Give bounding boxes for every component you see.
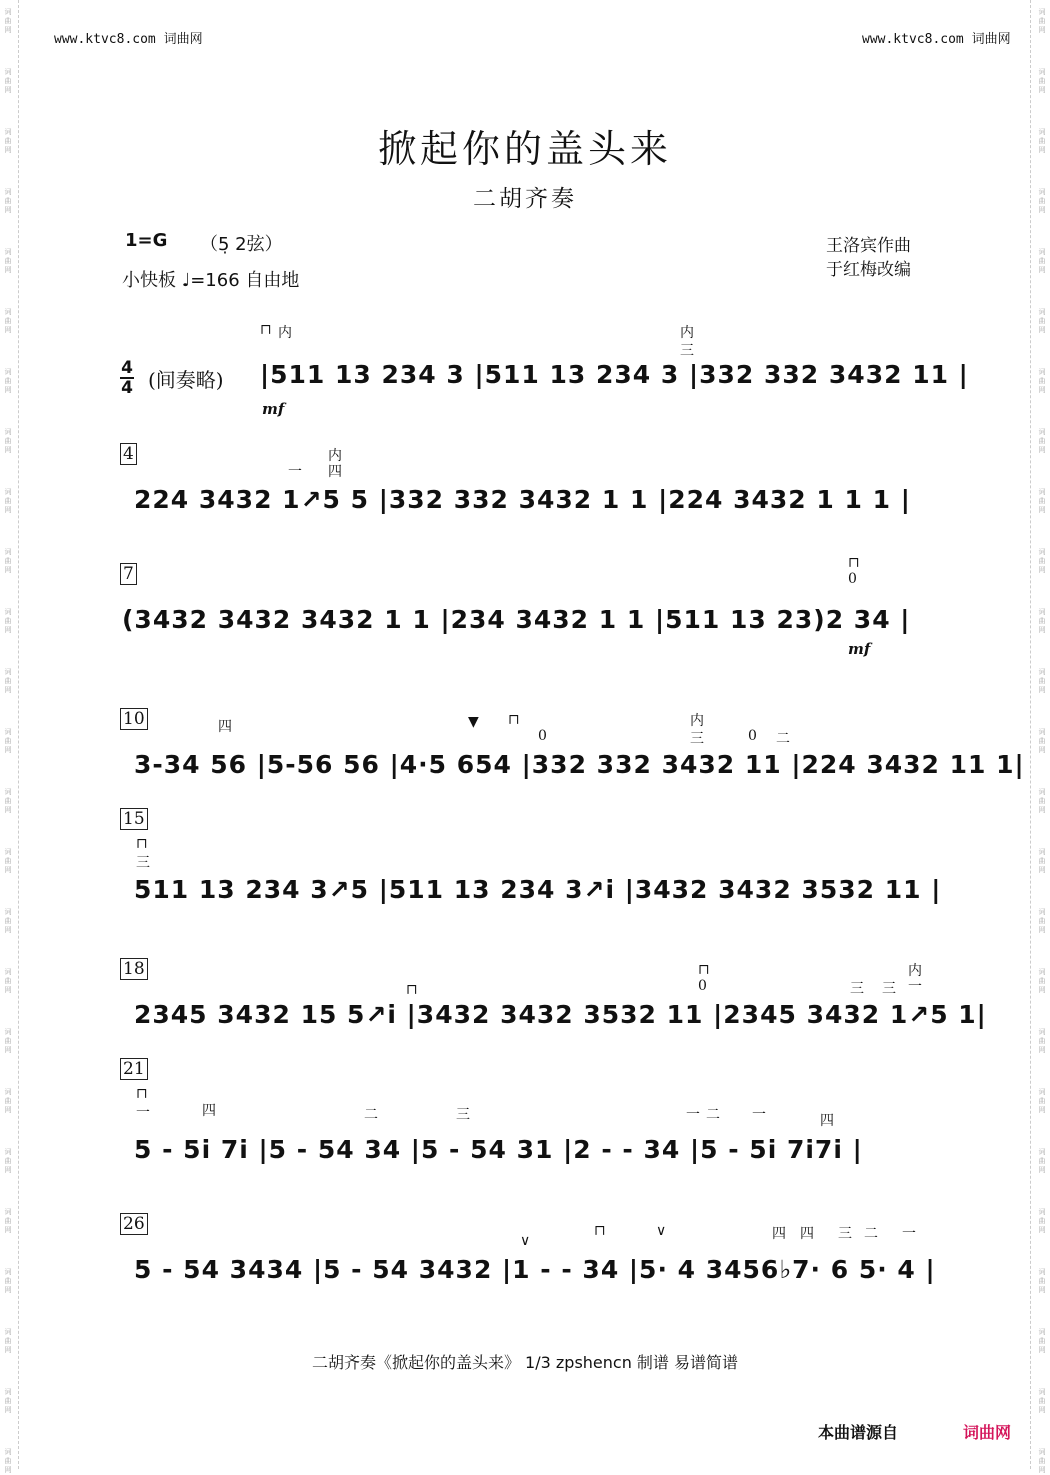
bow-up-mark: ∨ [656,1223,667,1239]
fingering-one: 一 [288,464,302,480]
fingering-four: 四 [202,1103,216,1119]
source-site-link[interactable]: 词曲网 [963,1423,1012,1442]
watermark-mark: 词 曲 网 [1038,728,1046,754]
header-site-right[interactable]: www.ktvc8.com 词曲网 [862,32,1011,47]
fingering-one: 一 [752,1107,766,1123]
fingering-zero: 0 [538,728,547,744]
header-site-left[interactable]: www.ktvc8.com 词曲网 [54,32,203,47]
watermark-mark: 词 曲 网 [1038,908,1046,934]
watermark-mark: 词 曲 网 [1038,8,1046,34]
tuning: （5̣ 2弦） [200,234,283,255]
watermark-mark: 词 曲 网 [1038,848,1046,874]
watermark-mark: 词 曲 网 [4,488,12,514]
fingering-two: 二 [706,1107,720,1123]
nei-mark: 内 [278,325,292,341]
fingering-three: 三 [680,343,694,359]
dynamic-mf: mf [848,640,871,658]
score-line-2 [120,445,935,525]
watermark-mark: 词 曲 网 [1038,488,1046,514]
left-margin-rule [18,0,19,1469]
fingering-one: 一 [908,979,922,995]
watermark-mark: 词 曲 网 [1038,608,1046,634]
intro-note: (间奏略) [148,368,224,392]
watermark-mark: 词 曲 网 [4,1448,12,1474]
fingering-four: 四 [800,1226,814,1242]
arranger: 于红梅改编 [826,260,911,280]
nei-mark: 内 [680,325,694,341]
watermark-mark: 词 曲 网 [4,8,12,34]
measure-number: 18 [120,958,148,980]
bow-down-mark: ⊓ [406,982,418,998]
watermark-mark: 词 曲 网 [4,308,12,334]
fingering-three: 三 [850,981,864,997]
watermark-mark: 词 曲 网 [4,908,12,934]
watermark-mark: 词 曲 网 [1038,428,1046,454]
bow-down-mark: ⊓ [136,1086,148,1102]
watermark-mark: 词 曲 网 [1038,128,1046,154]
watermark-mark: 词 曲 网 [1038,548,1046,574]
footer-caption: 二胡齐奏《掀起你的盖头来》 1/3 zpshencn 制谱 易谱简谱 [311,1353,739,1372]
watermark-mark: 词 曲 网 [4,428,12,454]
watermark-mark: 词 曲 网 [1038,1088,1046,1114]
measure-number: 4 [120,443,137,465]
fingering-zero: 0 [698,978,707,994]
watermark-mark: 词 曲 网 [4,968,12,994]
notes-line-2: 224 3432 1↗5 5 |332 332 3432 1 1 |224 3432 1 1 1 | [134,485,911,514]
watermark-mark: 词 曲 网 [1038,1148,1046,1174]
fingering-four: 四 [772,1226,786,1242]
fingering-three: 三 [690,731,704,747]
fingering-four: 四 [328,464,342,480]
bow-down-mark: ⊓ [698,962,710,978]
left-watermark-strip [2,0,14,1474]
notes-line-4: 3-34 56 |5-56 56 |4·5 654 |332 332 3432 11 |224 3432 11 1| [134,750,1025,779]
measure-number: 10 [120,708,148,730]
nei-mark: 内 [328,448,342,464]
measure-number: 21 [120,1058,148,1080]
bow-down-mark: ⊓ [260,322,272,338]
watermark-mark: 词 曲 网 [1038,68,1046,94]
measure-number: 15 [120,808,148,830]
watermark-mark: 词 曲 网 [4,128,12,154]
key-signature: 1=G [125,230,168,251]
watermark-mark: 词 曲 网 [4,1388,12,1414]
fingering-three: 三 [456,1107,470,1123]
notes-line-6: 2345 3432 15 5↗i |3432 3432 3532 11 |2345 3432 1↗5 1| [134,1000,987,1029]
bow-down-mark: ⊓ [848,555,860,571]
fingering-one: 一 [136,1105,150,1121]
page-title: 掀起你的盖头来 [377,127,672,171]
right-watermark-strip [1036,0,1048,1474]
watermark-mark: 词 曲 网 [4,1148,12,1174]
score-line-1 [120,320,969,420]
measure-number: 26 [120,1213,148,1235]
watermark-mark: 词 曲 网 [1038,1328,1046,1354]
subtitle: 二胡齐奏 [473,186,577,212]
watermark-mark: 词 曲 网 [1038,308,1046,334]
score-line-7 [120,1060,935,1170]
watermark-mark: 词 曲 网 [4,188,12,214]
watermark-mark: 词 曲 网 [1038,1448,1046,1474]
time-sig-top: 4 [121,358,133,378]
watermark-mark: 词 曲 网 [1038,1208,1046,1234]
measure-number: 7 [120,563,137,585]
score-line-3 [120,555,935,665]
watermark-mark: 词 曲 网 [4,788,12,814]
fingering-three: 三 [136,855,150,871]
notes-line-7: 5 - 5i 7i |5 - 54 34 |5 - 54 31 |2 - - 34 |5 - 5i 7i7i | [134,1135,863,1164]
time-sig-bottom: 4 [121,378,133,398]
bow-down-mark: ⊓ [508,712,520,728]
fingering-one: 一 [902,1226,916,1242]
fingering-zero: 0 [748,728,757,744]
fingering-four: 四 [218,719,232,735]
watermark-mark: 词 曲 网 [4,1268,12,1294]
watermark-mark: 词 曲 网 [4,1028,12,1054]
watermark-mark: 词 曲 网 [1038,1268,1046,1294]
watermark-mark: 词 曲 网 [4,608,12,634]
accent-mark: ▼ [468,714,479,730]
bow-up-mark: ∨ [520,1233,531,1249]
notes-line-3: (3432 3432 3432 1 1 |234 3432 1 1 |511 13 23)2 34 | [122,605,911,634]
time-signature [120,360,134,396]
notes-line-1: |511 13 234 3 |511 13 234 3 |332 332 3432 11 | [260,360,969,389]
watermark-mark: 词 曲 网 [1038,788,1046,814]
tempo: 小快板 ♩=166 自由地 [122,270,300,291]
source-label: 本曲谱源自 [818,1423,899,1442]
score-line-8 [120,1215,935,1305]
right-margin-rule [1030,0,1031,1469]
score-line-6 [120,959,987,1040]
watermark-mark: 词 曲 网 [4,368,12,394]
watermark-mark: 词 曲 网 [4,248,12,274]
notes-line-8: 5 - 54 3434 |5 - 54 3432 |1 - - 34 |5· 4 3456♭7· 6 5· 4 | [134,1255,936,1284]
nei-mark: 内 [690,713,704,729]
watermark-mark: 词 曲 网 [4,68,12,94]
watermark-mark: 词 曲 网 [4,728,12,754]
watermark-mark: 词 曲 网 [1038,188,1046,214]
watermark-mark: 词 曲 网 [4,1208,12,1234]
watermark-mark: 词 曲 网 [1038,248,1046,274]
watermark-mark: 词 曲 网 [4,548,12,574]
dynamic-mf: mf [262,400,285,418]
bow-down-mark: ⊓ [136,836,148,852]
fingering-zero: 0 [848,571,857,587]
fingering-two: 二 [364,1107,378,1123]
watermark-mark: 词 曲 网 [4,668,12,694]
fingering-four: 四 [820,1113,834,1129]
watermark-mark: 词 曲 网 [4,1328,12,1354]
watermark-mark: 词 曲 网 [1038,968,1046,994]
watermark-mark: 词 曲 网 [1038,668,1046,694]
bow-down-mark: ⊓ [594,1223,606,1239]
watermark-mark: 词 曲 网 [4,848,12,874]
fingering-three: 三 [838,1226,852,1242]
fingering-one: 一 [686,1107,700,1123]
watermark-mark: 词 曲 网 [1038,1388,1046,1414]
watermark-mark: 词 曲 网 [4,1088,12,1114]
nei-mark: 内 [908,963,922,979]
fingering-two: 二 [776,731,790,747]
composer: 王洛宾作曲 [826,236,911,256]
watermark-mark: 词 曲 网 [1038,368,1046,394]
notes-line-5: 511 13 234 3↗5 |511 13 234 3↗i |3432 3432 3532 11 | [134,875,942,904]
fingering-three: 三 [882,981,896,997]
watermark-mark: 词 曲 网 [1038,1028,1046,1054]
fingering-two: 二 [864,1226,878,1242]
score-line-5 [120,809,942,910]
score-line-4 [120,709,1025,800]
